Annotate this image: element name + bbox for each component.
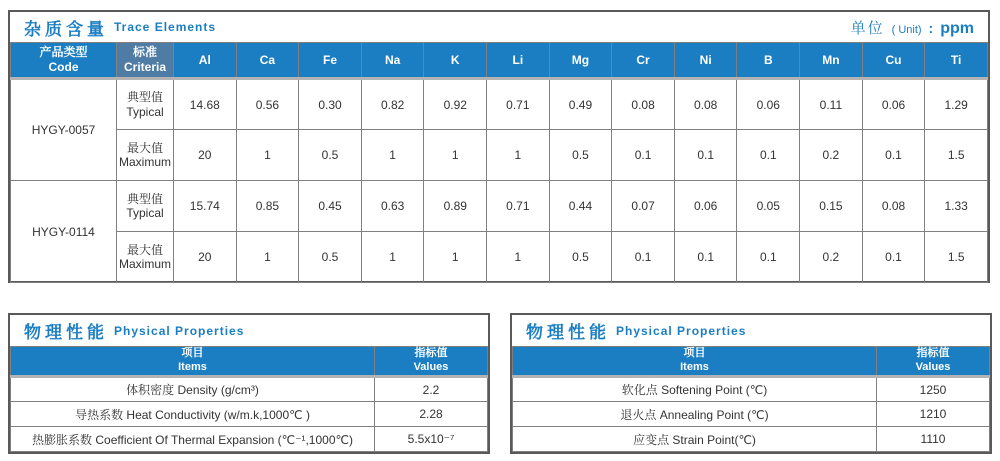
physical-right-header-row — [513, 347, 990, 377]
physical-properties-table-right — [512, 346, 990, 452]
criteria-typical-zh: 典型值 — [126, 90, 163, 105]
col-header-element: B — [737, 43, 800, 79]
value-cell: 0.08 — [674, 79, 737, 130]
value-cell: 0.5 — [549, 130, 612, 181]
physical-right-title-zh: 物理性能 — [526, 323, 610, 342]
value-cell: 2.2 — [375, 377, 488, 402]
physical-properties-panel-left — [8, 313, 490, 454]
value-cell: 0.1 — [674, 232, 737, 283]
value-cell: 14.68 — [174, 79, 237, 130]
criteria-maximum-zh: 最大值 — [126, 140, 163, 155]
col-header-items-zh: 项目 — [181, 347, 204, 360]
physical-properties-panel-right — [510, 313, 992, 454]
criteria-typical-en: Typical — [126, 206, 164, 220]
value-cell: 0.06 — [862, 79, 925, 130]
col-header-element: Al — [174, 43, 237, 79]
value-cell: 0.1 — [737, 232, 800, 283]
value-cell: 1110 — [877, 427, 990, 452]
value-cell: 0.1 — [674, 130, 737, 181]
product-code-cell: HYGY-0114 — [11, 181, 117, 283]
criteria-cell-typical — [117, 181, 174, 232]
value-cell: 0.1 — [737, 130, 800, 181]
col-header-values — [375, 347, 488, 377]
col-header-items-en: Items — [178, 361, 207, 373]
value-cell: 0.2 — [800, 232, 863, 283]
criteria-maximum-zh: 最大值 — [126, 242, 163, 257]
value-cell: 0.1 — [612, 232, 675, 283]
trace-elements-panel — [8, 10, 990, 283]
col-header-element: Ti — [925, 43, 988, 79]
value-cell: 5.5x10⁻⁷ — [375, 427, 488, 452]
col-header-element: Cr — [612, 43, 675, 79]
value-cell: 1 — [487, 232, 550, 283]
criteria-cell-typical — [117, 79, 174, 130]
table-row — [11, 427, 488, 452]
value-cell: 0.06 — [674, 181, 737, 232]
col-header-code — [11, 43, 117, 79]
value-cell: 0.82 — [361, 79, 424, 130]
criteria-maximum-en: Maximum — [118, 155, 171, 169]
product-code-cell: HYGY-0057 — [11, 79, 117, 181]
value-cell: 20 — [174, 232, 237, 283]
item-cell: 退火点 Annealing Point (℃) — [513, 402, 877, 427]
value-cell: 0.56 — [236, 79, 299, 130]
table-row — [11, 130, 988, 181]
value-cell: 1.33 — [925, 181, 988, 232]
item-cell: 体积密度 Density (g/cm³) — [11, 377, 375, 402]
value-cell: 0.15 — [800, 181, 863, 232]
value-cell: 0.1 — [862, 232, 925, 283]
unit-value: ppm — [940, 19, 974, 37]
item-cell: 应变点 Strain Point(℃) — [513, 427, 877, 452]
col-header-element: Mg — [549, 43, 612, 79]
col-header-element: Ca — [236, 43, 299, 79]
col-header-items-zh: 项目 — [683, 347, 706, 360]
col-header-values — [877, 347, 990, 377]
value-cell: 0.2 — [800, 130, 863, 181]
value-cell: 0.1 — [612, 130, 675, 181]
physical-left-title-band — [10, 315, 488, 346]
col-header-code-zh: 产品类型 — [39, 45, 88, 59]
item-cell: 导热系数 Heat Conductivity (w/m.k,1000℃ ) — [11, 402, 375, 427]
value-cell: 1 — [424, 130, 487, 181]
physical-left-title-en: Physical Properties — [114, 323, 245, 338]
criteria-typical-zh: 典型值 — [126, 191, 163, 206]
value-cell: 1210 — [877, 402, 990, 427]
criteria-maximum-en: Maximum — [118, 257, 171, 271]
value-cell: 0.5 — [299, 232, 362, 283]
col-header-values-zh: 指标值 — [414, 347, 448, 360]
value-cell: 0.30 — [299, 79, 362, 130]
value-cell: 1 — [361, 232, 424, 283]
value-cell: 0.07 — [612, 181, 675, 232]
value-cell: 0.1 — [862, 130, 925, 181]
table-row — [11, 181, 988, 232]
trace-elements-title-zh: 杂质含量 — [24, 19, 108, 39]
value-cell: 15.74 — [174, 181, 237, 232]
col-header-element: Mn — [800, 43, 863, 79]
value-cell: 0.49 — [549, 79, 612, 130]
value-cell: 1 — [361, 130, 424, 181]
value-cell: 0.08 — [862, 181, 925, 232]
col-header-element: Fe — [299, 43, 362, 79]
trace-elements-table — [10, 42, 988, 283]
value-cell: 0.06 — [737, 79, 800, 130]
table-row — [513, 427, 990, 452]
col-header-items — [513, 347, 877, 377]
unit-colon: : — [928, 19, 934, 36]
value-cell: 1 — [236, 130, 299, 181]
value-cell: 1.5 — [925, 130, 988, 181]
physical-properties-table-left — [10, 346, 488, 452]
item-cell: 热膨胀系数 Coefficient Of Thermal Expansion (℃⁻¹,1000℃) — [11, 427, 375, 452]
trace-elements-title-en: Trace Elements — [114, 20, 217, 34]
value-cell: 0.92 — [424, 79, 487, 130]
col-header-element: Li — [487, 43, 550, 79]
col-header-criteria-en: Criteria — [123, 60, 167, 74]
col-header-criteria — [117, 43, 174, 79]
value-cell: 1250 — [877, 377, 990, 402]
item-cell: 软化点 Softening Point (℃) — [513, 377, 877, 402]
table-row — [11, 377, 488, 402]
col-header-element: Ni — [674, 43, 737, 79]
unit-label-zh: 单位 — [850, 19, 885, 37]
criteria-typical-en: Typical — [126, 104, 164, 119]
value-cell: 1.5 — [925, 232, 988, 283]
value-cell: 0.5 — [549, 232, 612, 283]
col-header-values-en: Values — [915, 361, 951, 373]
value-cell: 0.85 — [236, 181, 299, 232]
col-header-element: Na — [361, 43, 424, 79]
value-cell: 0.05 — [737, 181, 800, 232]
value-cell: 0.11 — [800, 79, 863, 130]
col-header-element: Cu — [862, 43, 925, 79]
value-cell: 0.71 — [487, 181, 550, 232]
trace-elements-title-band — [10, 12, 988, 42]
criteria-cell-maximum — [117, 130, 174, 181]
value-cell: 1 — [487, 130, 550, 181]
unit-label-en: ( Unit) — [891, 23, 922, 36]
col-header-items — [11, 347, 375, 377]
col-header-element: K — [424, 43, 487, 79]
value-cell: 1.29 — [925, 79, 988, 130]
physical-right-title-band — [512, 315, 990, 346]
col-header-code-en: Code — [48, 60, 79, 74]
table-row — [11, 402, 488, 427]
table-row — [513, 377, 990, 402]
unit-label — [851, 17, 974, 38]
col-header-values-zh: 指标值 — [916, 347, 950, 360]
value-cell: 1 — [236, 232, 299, 283]
table-row — [11, 232, 988, 283]
physical-left-title-zh: 物理性能 — [24, 323, 108, 342]
col-header-criteria-zh: 标准 — [132, 45, 157, 59]
value-cell: 0.44 — [549, 181, 612, 232]
value-cell: 2.28 — [375, 402, 488, 427]
col-header-values-en: Values — [413, 361, 449, 373]
physical-right-title-en: Physical Properties — [616, 323, 747, 338]
table-row — [11, 79, 988, 130]
col-header-items-en: Items — [680, 361, 709, 373]
value-cell: 20 — [174, 130, 237, 181]
criteria-cell-maximum — [117, 232, 174, 283]
value-cell: 0.63 — [361, 181, 424, 232]
value-cell: 0.5 — [299, 130, 362, 181]
value-cell: 1 — [424, 232, 487, 283]
trace-header-row — [11, 43, 988, 79]
value-cell: 0.08 — [612, 79, 675, 130]
physical-left-header-row — [11, 347, 488, 377]
value-cell: 0.45 — [299, 181, 362, 232]
value-cell: 0.89 — [424, 181, 487, 232]
value-cell: 0.71 — [487, 79, 550, 130]
table-row — [513, 402, 990, 427]
